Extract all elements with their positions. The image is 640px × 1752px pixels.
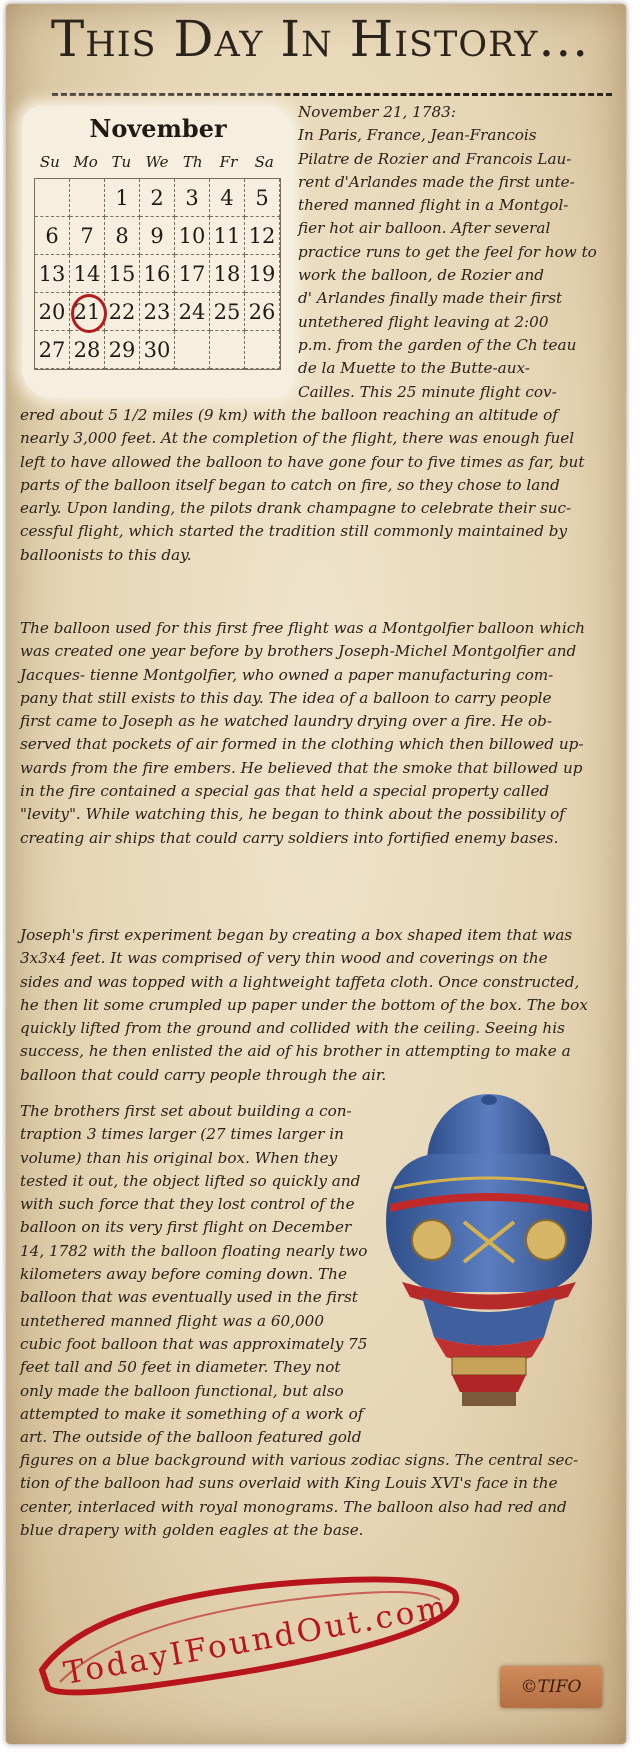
weekday-label: Fr [219, 153, 238, 171]
calendar-day: 26 [245, 293, 280, 331]
text-line: d' Arlandes finally made their first [298, 289, 563, 308]
calendar-day: 17 [175, 255, 210, 293]
text-line: ered about 5 1/2 miles (9 km) with the balloon reaching an altitude of [20, 406, 558, 424]
calendar-day: 12 [245, 217, 280, 255]
calendar-day [210, 331, 245, 369]
text-line: Pilatre de Rozier and Francois Lau- [298, 149, 572, 168]
text-line: art. The outside of the balloon featured gold [20, 1428, 362, 1447]
page-title: This Day In History... [50, 10, 590, 68]
text-line: was created one year before by brothers Joseph-Michel Montgolfier and [20, 642, 577, 661]
weekday-label: Su [39, 153, 60, 171]
text-line: left to have allowed the balloon to have gone four to five times as far, but [20, 452, 585, 471]
weekday-label: Mo [73, 153, 98, 171]
text-line: traption 3 times larger (27 times larger in [20, 1125, 344, 1144]
weekday-label: We [145, 153, 169, 171]
text-line: early. Upon landing, the pilots drank champagne to celebrate their suc- [20, 499, 572, 518]
calendar-day: 10 [175, 217, 210, 255]
text-line: In Paris, France, Jean-Francois [298, 126, 537, 145]
text-line: Jacques- tienne Montgolfier, who owned a paper manufacturing com- [20, 665, 554, 684]
todayifoundout-stamp [30, 1562, 470, 1712]
calendar-month: November [89, 114, 227, 143]
calendar-day: 2 [140, 179, 175, 217]
text-line: figures on a blue background with various zodiac signs. The central sec- [20, 1451, 579, 1469]
text-line: The brothers first set about building a con- [20, 1102, 352, 1120]
text-line: balloon that could carry people through the air. [20, 1065, 387, 1084]
text-line: tion of the balloon had suns overlaid with King Louis XVI's face in the [20, 1474, 558, 1493]
text-line: balloonists to this day. [20, 545, 192, 564]
calendar-day: 20 [35, 293, 70, 331]
calendar-day: 14 [70, 255, 105, 293]
text-line: success, he then enlisted the aid of his brother in attempting to make a [20, 1042, 571, 1061]
article-paragraph-4 [20, 1100, 380, 1449]
text-line: p.m. from the garden of the Ch teau [298, 335, 577, 354]
calendar-day: 4 [210, 179, 245, 217]
text-line: pany that still exists to this day. The idea of a balloon to carry people [20, 688, 552, 707]
calendar-day: 27 [35, 331, 70, 369]
text-line: wards from the fire embers. He believed that the smoke that billowed up [20, 758, 583, 777]
calendar-day: 8 [105, 217, 140, 255]
calendar-day: 23 [140, 293, 175, 331]
calendar-day: 28 [70, 331, 105, 369]
stamp-text: TodayIFoundOut.com [61, 1588, 452, 1692]
calendar-day [245, 331, 280, 369]
text-line: first came to Joseph as he watched laundry drying over a fire. He ob- [20, 712, 552, 731]
text-line: Joseph's first experiment began by creating a box shaped item that was [20, 926, 573, 944]
text-line: Cailles. This 25 minute flight cov- [298, 382, 557, 401]
text-line: work the balloon, de Rozier and [298, 266, 544, 285]
text-line: in the fire contained a special gas that held a special property called [20, 782, 550, 801]
text-line: cessful flight, which started the tradition still commonly maintained by [20, 522, 568, 541]
calendar-day: 1 [105, 179, 140, 217]
title-divider [52, 93, 612, 96]
text-line: untethered manned flight was a 60,000 [20, 1311, 325, 1330]
calendar-day: 19 [245, 255, 280, 293]
calendar-day: 13 [35, 255, 70, 293]
text-line: untethered flight leaving at 2:00 [298, 312, 549, 331]
montgolfier-balloon-illustration [372, 1092, 606, 1422]
calendar-day: 6 [35, 217, 70, 255]
calendar-day: 16 [140, 255, 175, 293]
text-line: creating air ships that could carry soldiers into fortified enemy bases. [20, 828, 559, 847]
text-line: only made the balloon functional, but also [20, 1381, 344, 1400]
text-line: tested it out, the object lifted so quickly and [20, 1171, 361, 1190]
text-line: balloon that was eventually used in the first [20, 1288, 358, 1307]
text-line: rent d'Arlandes made the first unte- [298, 172, 575, 191]
text-line: thered manned flight in a Montgol- [298, 196, 569, 215]
text-line: volume) than his original box. When they [20, 1148, 338, 1167]
text-line: balloon on its very first flight on December [20, 1218, 352, 1237]
text-line: de la Muette to the Butte-aux- [298, 359, 530, 378]
article-paragraph-5 [20, 1449, 620, 1542]
calendar-day: 7 [70, 217, 105, 255]
weekday-label: Th [182, 153, 203, 171]
calendar-day-highlighted: 21 [70, 293, 105, 331]
text-line: feet tall and 50 feet in diameter. They not [20, 1358, 341, 1377]
calendar-day: 22 [105, 293, 140, 331]
calendar-day: 25 [210, 293, 245, 331]
article-paragraph-3 [20, 924, 620, 1087]
text-line: November 21, 1783: [298, 103, 456, 121]
text-line: The balloon used for this first free flight was a Montgolfier balloon which [20, 619, 586, 637]
calendar-day: 18 [210, 255, 245, 293]
text-line: he then lit some crumpled up paper under the bottom of the box. The box [20, 995, 588, 1014]
calendar-day [175, 331, 210, 369]
calendar-day: 9 [140, 217, 175, 255]
text-line: served that pockets of air formed in the clothing which then billowed up- [20, 735, 584, 754]
calendar-day: 29 [105, 331, 140, 369]
calendar [22, 106, 294, 398]
text-line: parts of the balloon itself began to catch on fire, so they chose to land [20, 475, 560, 494]
calendar-day [70, 179, 105, 217]
text-line: 3x3x4 feet. It was comprised of very thin wood and coverings on the [20, 949, 548, 968]
calendar-day [35, 179, 70, 217]
text-line: kilometers away before coming down. The [20, 1265, 347, 1284]
text-line: 14, 1782 with the balloon floating nearly two [20, 1241, 368, 1260]
text-line: practice runs to get the feel for how to [298, 242, 597, 261]
text-line: "levity". While watching this, he began to think about the possibility of [20, 805, 565, 824]
calendar-weekdays [32, 153, 282, 173]
calendar-day: 15 [105, 255, 140, 293]
article-paragraph-2 [20, 617, 620, 850]
weekday-label: Sa [254, 153, 274, 171]
article-intro-column [298, 101, 626, 404]
calendar-day: 24 [175, 293, 210, 331]
copyright-badge: ©TIFO [500, 1666, 602, 1708]
calendar-day: 11 [210, 217, 245, 255]
text-line: sides and was topped with a lightweight taffeta cloth. Once constructed, [20, 972, 580, 991]
text-line: with such force that they lost control of the [20, 1195, 355, 1214]
text-line: nearly 3,000 feet. At the completion of the flight, there was enough fuel [20, 429, 575, 448]
text-line: quickly lifted from the ground and collided with the ceiling. Seeing his [20, 1019, 565, 1038]
text-line: cubic foot balloon that was approximately 75 [20, 1334, 368, 1353]
text-line: center, interlaced with royal monograms. The balloon also had red and [20, 1497, 567, 1516]
calendar-day: 3 [175, 179, 210, 217]
weekday-label: Tu [111, 153, 132, 171]
text-line: attempted to make it something of a work of [20, 1404, 364, 1423]
calendar-day: 30 [140, 331, 175, 369]
text-line: fier hot air balloon. After several [298, 219, 551, 238]
calendar-grid [34, 178, 281, 370]
article-paragraph-1 [20, 404, 620, 567]
calendar-day: 5 [245, 179, 280, 217]
text-line: blue drapery with golden eagles at the base. [20, 1520, 364, 1539]
